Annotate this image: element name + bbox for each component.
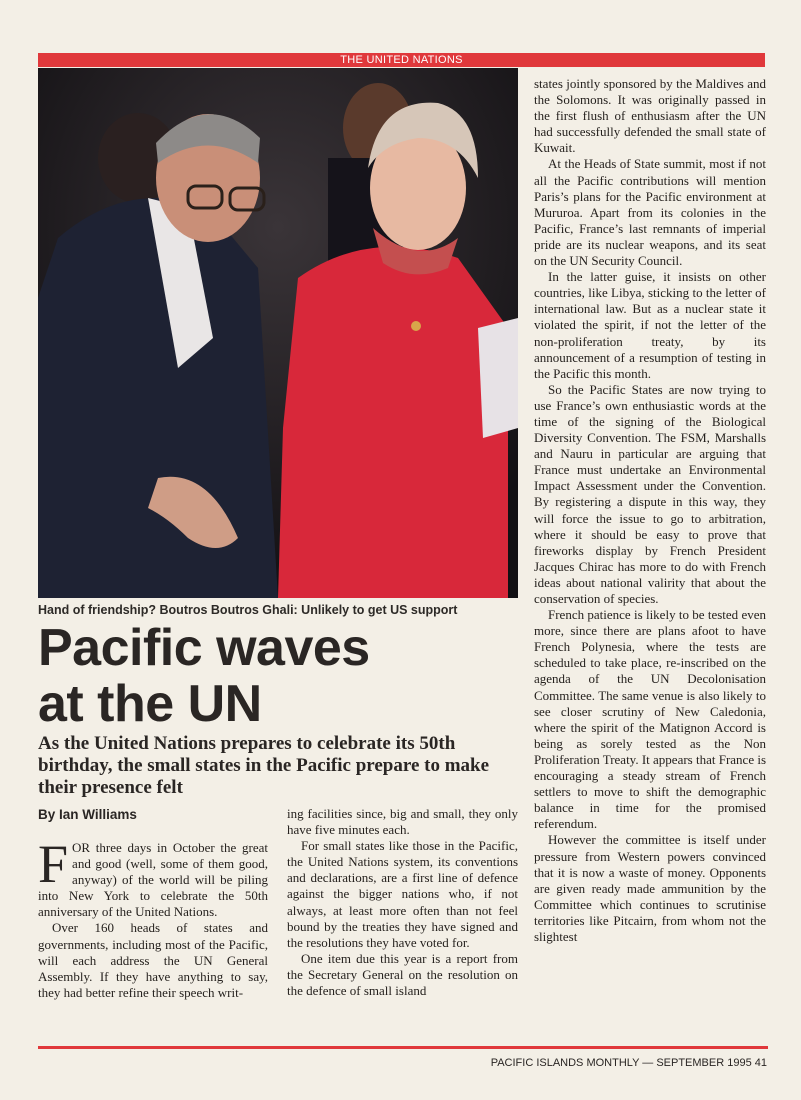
photo-illustration: [38, 68, 518, 598]
paragraph: In the latter guise, it insists on other countries, like Libya, sticking to the letter of international law. But as a nuclear state it violated the spirit, if not the letter of the non-proliferation treaty, by its announcement of a resumption of testing in the Pacific this month.: [534, 269, 766, 381]
paragraph: However the committee is itself under pressure from Western powers convinced that it is now a waste of money. Opponents are given ready made ammunition by the Committee which continues to scrutinise territories like Pitcairn, from whom not the slightest: [534, 832, 766, 944]
paragraph-text: OR three days in October the great and good (well, some of them good, anyway) of the world will be piling into New York to celebrate the 50th anniversary of the United Nations.: [38, 840, 268, 920]
headline-line-1: Pacific waves: [38, 619, 370, 677]
paragraph: states jointly sponsored by the Maldives and the Solomons. It was originally passed in the first flush of enthusiasm after the UN had successfully defended the small state of Kuwait.: [534, 76, 766, 156]
drop-cap: F: [38, 834, 69, 894]
paragraph: French patience is likely to be tested even more, since there are plans afoot to have French Polynesia, where the tests are scheduled to take place, re-inscribed on the agenda of the UN Decolonisation Committee. The same venue is also likely to see closer scrutiny of New Caledonia, where the spirit of the Matignon Accord is being as sorely tested as the Non Proliferation Treaty. It appears that France is encouraging a steady stream of French settlers to move to shift the demographic balance in time for the promised referendum.: [534, 607, 767, 832]
paragraph: At the Heads of State summit, most if not all the Pacific contributions will mention Paris’s plans for the Pacific environment at Mururoa. Apart from its colonies in the Pacific, France’s last remnants of imperial pride are its nuclear weapons, and its seat on the UN Security Council.: [534, 156, 766, 269]
article-column-2: [287, 806, 518, 999]
paragraph: So the Pacific States are now trying to use France’s own enthusiastic words at the time of the signing of the Biological Diversity Convention. The FSM, Marshalls and Nauru in particular are arguing that France must undertake an Environmental Impact Assessment under the Convention. By registering a dispute in this way, they will force the issue to go to arbitration, where it should be easy to prove that fireworks display by French President Jacques Chirac has more to do with French ideas about national valirity that about the conservation of species.: [534, 381, 766, 606]
article-column-1: [38, 834, 268, 1001]
standfirst: As the United Nations prepares to celebrate its 50th birthday, the small states in the Pacific prepare to make their presence felt: [38, 733, 490, 798]
paragraph: [38, 834, 268, 920]
byline: By Ian Williams: [38, 807, 137, 822]
photo-caption: Hand of friendship? Boutros Boutros Ghali: Unlikely to get US support: [38, 603, 458, 617]
footer-rule: [38, 1046, 768, 1049]
page-footer: PACIFIC ISLANDS MONTHLY — SEPTEMBER 1995 41: [490, 1057, 767, 1069]
section-header: THE UNITED NATIONS: [38, 53, 765, 67]
article-column-3: [534, 76, 766, 945]
paragraph: Over 160 heads of states and governments, including most of the Pacific, will each address the UN General Assembly. If they have anything to say, they had better refine their speech writ-: [38, 920, 268, 1000]
paragraph: For small states like those in the Pacific, the United Nations system, its conventions and declarations, are a first line of defence against the bigger nations who, if not always, at least more often than not feel bound by the treaties they have signed and the resolutions they have voted for.: [287, 838, 518, 950]
headline: [38, 620, 518, 732]
headline-line-2: at the UN: [38, 675, 262, 733]
paragraph: ing facilities since, big and small, they only have five minutes each.: [287, 806, 518, 838]
paragraph: One item due this year is a report from the Secretary General on the resolution on the defence of small island: [287, 950, 518, 999]
article-photo: [38, 68, 518, 598]
